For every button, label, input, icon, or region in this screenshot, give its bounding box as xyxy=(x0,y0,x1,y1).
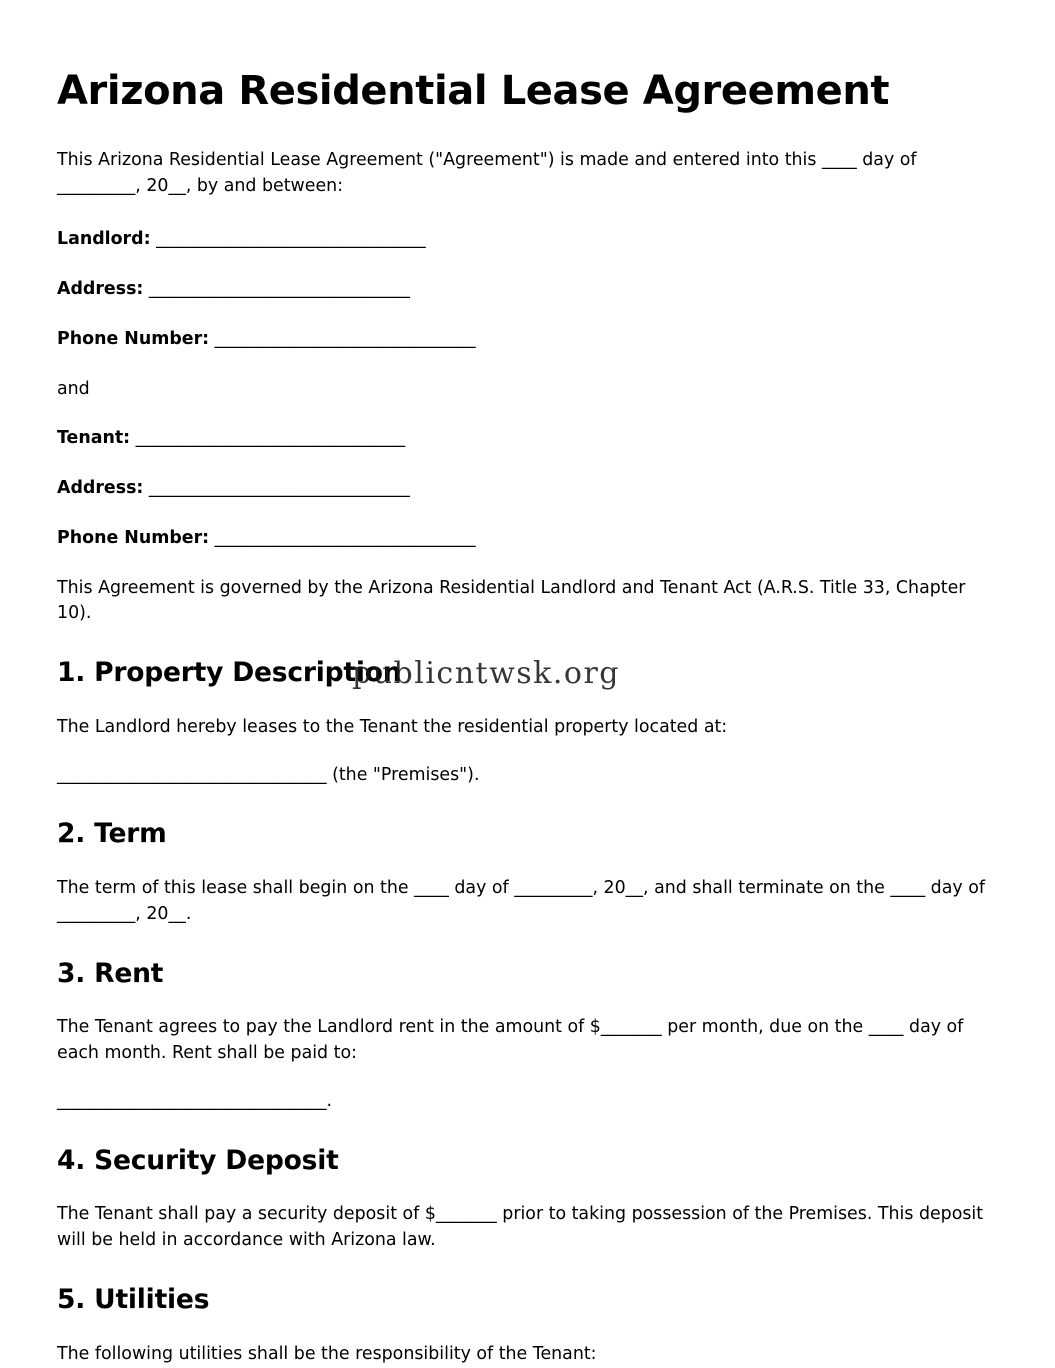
rent-payee-blank-line[interactable]: _______________________________. xyxy=(57,1090,333,1111)
section-heading-rent: 3. Rent xyxy=(57,957,164,989)
premises-blank-line[interactable]: _______________________________ (the "Premises"). xyxy=(57,764,480,785)
landlord-phone-input-blank[interactable]: ______________________________ xyxy=(214,328,476,349)
tenant-label: Tenant: xyxy=(57,428,131,449)
section-term xyxy=(57,818,995,927)
tenant-input-blank[interactable]: _______________________________ xyxy=(135,428,406,449)
landlord-field-row xyxy=(57,227,995,253)
landlord-input-blank[interactable]: _______________________________ xyxy=(156,229,426,250)
governing-law-paragraph: This Agreement is governed by the Arizona Residential Landlord and Tenant Act (A.R.S. Title 33, Chapter 10). xyxy=(57,577,966,624)
landlord-phone-label: Phone Number: xyxy=(57,328,210,349)
tenant-field-row xyxy=(57,426,995,452)
landlord-address-input-blank[interactable]: ______________________________ xyxy=(148,279,410,300)
section-heading-term: 2. Term xyxy=(57,818,167,850)
intro-paragraph: This Arizona Residential Lease Agreement ("Agreement") is made and entered into this ____ day of _________, 20__, by and between: xyxy=(57,149,917,196)
tenant-phone-field-row xyxy=(57,526,995,552)
tenant-address-label: Address: xyxy=(57,478,144,499)
section-heading-security-deposit: 4. Security Deposit xyxy=(57,1144,339,1176)
tenant-address-field-row xyxy=(57,476,995,502)
tenant-address-input-blank[interactable]: ______________________________ xyxy=(148,478,410,499)
section-property-description xyxy=(57,657,995,788)
section-security-deposit xyxy=(57,1145,995,1254)
section-body-security-deposit: The Tenant shall pay a security deposit of $_______ prior to taking possession of the Premises. This deposit will be held in accordance with Arizona law. xyxy=(57,1204,984,1251)
tenant-phone-label: Phone Number: xyxy=(57,527,210,548)
page-title: Arizona Residential Lease Agreement xyxy=(57,68,890,114)
section-rent xyxy=(57,958,995,1115)
section-heading-utilities: 5. Utilities xyxy=(57,1283,210,1315)
tenant-phone-input-blank[interactable]: ______________________________ xyxy=(214,527,476,548)
section-utilities xyxy=(57,1284,995,1368)
watermark-overlay: publicntwsk.org xyxy=(352,656,620,691)
section-body-property-description: The Landlord hereby leases to the Tenant the residential property located at: xyxy=(57,716,728,737)
section-body-rent: The Tenant agrees to pay the Landlord rent in the amount of $_______ per month, due on the ____ day of each month. Rent shall be paid to: xyxy=(57,1017,964,1064)
section-heading-property-description: 1. Property Description xyxy=(57,657,402,689)
landlord-address-label: Address: xyxy=(57,279,144,300)
and-connector: and xyxy=(57,378,90,399)
landlord-label: Landlord: xyxy=(57,229,151,250)
landlord-address-field-row xyxy=(57,277,995,303)
section-body-term: The term of this lease shall begin on the ____ day of _________, 20__, and shall terminate on the ____ day of _________, 20__. xyxy=(57,878,985,924)
landlord-phone-field-row xyxy=(57,327,995,353)
intro-block xyxy=(57,148,995,200)
section-body-utilities: The following utilities shall be the responsibility of the Tenant: xyxy=(57,1343,597,1364)
